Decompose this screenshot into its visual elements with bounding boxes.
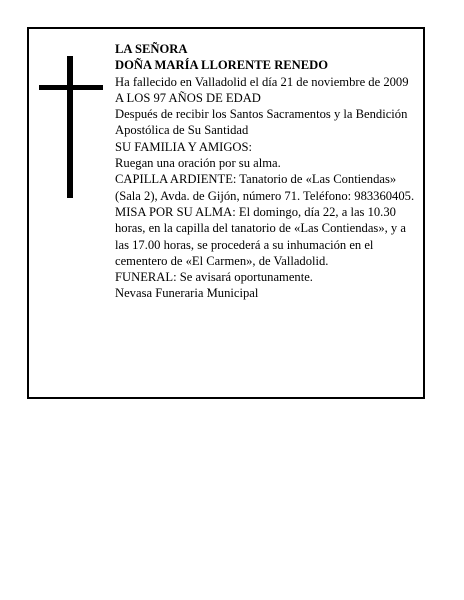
prayer-request: Ruegan una oración por su alma. [115, 156, 281, 171]
mass-info: MISA POR SU ALMA: El domingo, día 22, a las 10.30 horas, en la capilla del tanatorio de «Las Contiendas», y a las 17.00 horas, se procederá a su inhumación en el cementero de «El Carmen», de Valladolid. [115, 204, 406, 268]
cross-vertical-bar [67, 56, 73, 198]
age-line: A LOS 97 AÑOS DE EDAD [115, 90, 261, 105]
deceased-name: DOÑA MARÍA LLORENTE RENEDO [115, 58, 329, 73]
family-heading: SU FAMILIA Y AMIGOS: [115, 139, 253, 154]
funeral-info: FUNERAL: Se avisará oportunamente. [115, 270, 313, 285]
cross-horizontal-bar [39, 85, 103, 90]
notice-text [115, 41, 421, 302]
death-info: Ha fallecido en Valladolid el día 21 de noviembre de 2009 [115, 74, 409, 89]
chapel-info: CAPILLA ARDIENTE: Tanatorio de «Las Contiendas» (Sala 2), Avda. de Gijón, número 71. Teléfono: 983360405. [115, 172, 415, 203]
heading-title: LA SEÑORA [115, 42, 188, 56]
funeral-home: Nevasa Funeraria Municipal [115, 286, 259, 301]
obituary-notice [27, 27, 425, 399]
sacraments-line: Después de recibir los Santos Sacramentos y la Bendición Apostólica de Su Santidad [115, 107, 408, 138]
cross-icon [39, 56, 103, 198]
